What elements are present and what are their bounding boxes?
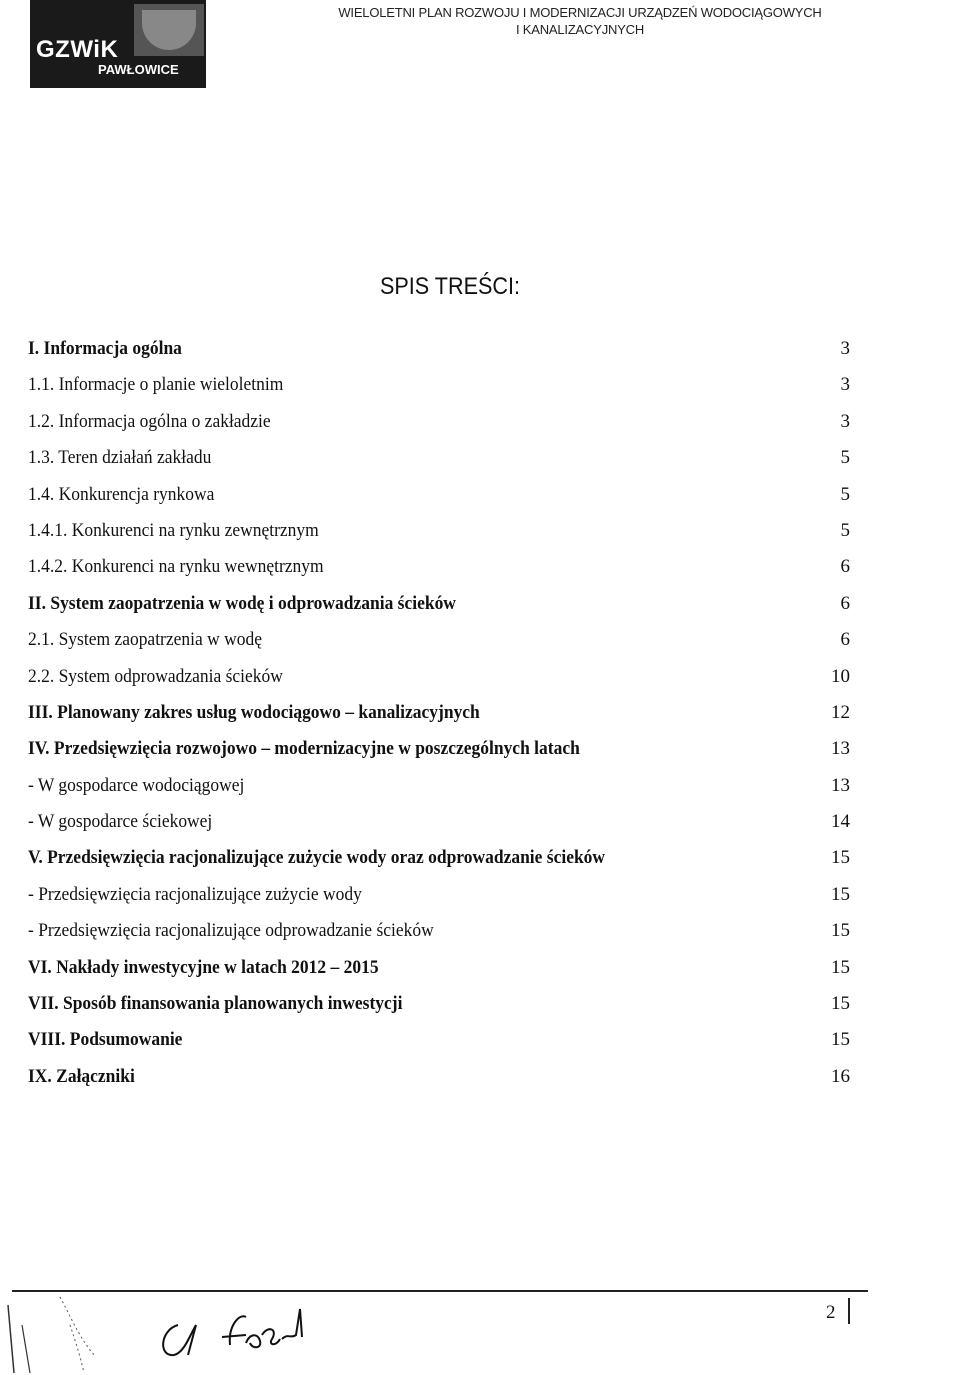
- toc-entry-label: VI. Nakłady inwestycyjne w latach 2012 – 2015: [28, 956, 379, 978]
- page-title: SPIS TREŚCI:: [379, 273, 521, 300]
- toc-entry-page: 15: [831, 993, 850, 1015]
- page-number-divider: [848, 1298, 850, 1324]
- toc-entry: [28, 957, 850, 993]
- toc-entry-label: VIII. Podsumowanie: [28, 1029, 183, 1051]
- toc-entry-page: 12: [831, 701, 850, 723]
- toc-entry-page: 5: [840, 483, 850, 505]
- toc-entry-page: 5: [840, 519, 850, 541]
- toc-entry: [28, 484, 850, 520]
- signature: [150, 1295, 340, 1365]
- toc-entry: [28, 811, 850, 847]
- company-logo: [30, 0, 206, 88]
- toc-entry-label: III. Planowany zakres usług wodociągowo – kanalizacyjnych: [28, 701, 480, 723]
- toc-entry-page: 16: [831, 1065, 850, 1087]
- table-of-contents: [28, 338, 850, 1102]
- toc-entry: [28, 411, 850, 447]
- toc-entry-label: IX. Załączniki: [28, 1065, 135, 1087]
- logo-city: PAWŁOWICE: [98, 62, 179, 77]
- footer-rule: [12, 1290, 868, 1292]
- toc-entry: [28, 1029, 850, 1065]
- toc-entry-page: 3: [840, 338, 850, 359]
- stamp-mark: [0, 1285, 110, 1375]
- toc-entry-page: 5: [840, 447, 850, 469]
- toc-entry-label: I. Informacja ogólna: [28, 338, 182, 359]
- toc-entry-page: 6: [840, 629, 850, 651]
- toc-entry: [28, 447, 850, 483]
- toc-entry: [28, 629, 850, 665]
- header-line-1: WIELOLETNI PLAN ROZWOJU I MODERNIZACJI URZĄDZEŃ WODOCIĄGOWYCH: [338, 5, 822, 20]
- toc-entry-label: 1.4. Konkurencja rynkowa: [28, 483, 215, 505]
- header-line-2: I KANALIZACYJNYCH: [515, 22, 645, 37]
- toc-entry-label: II. System zaopatrzenia w wodę i odprowadzania ścieków: [28, 592, 456, 614]
- toc-entry: [28, 920, 850, 956]
- toc-entry-label: 1.4.2. Konkurenci na rynku wewnętrznym: [28, 556, 324, 578]
- toc-entry-page: 6: [840, 556, 850, 578]
- toc-entry-page: 15: [831, 1029, 850, 1051]
- toc-entry-page: 3: [840, 374, 850, 396]
- toc-entry-label: 1.4.1. Konkurenci na rynku zewnętrznym: [28, 519, 319, 541]
- toc-entry-page: 15: [831, 883, 850, 905]
- document-header: [230, 4, 930, 38]
- crest-icon: [134, 4, 204, 56]
- toc-entry: [28, 847, 850, 883]
- toc-entry-page: 14: [831, 811, 850, 833]
- toc-entry-label: - W gospodarce ściekowej: [28, 811, 213, 833]
- toc-entry: [28, 884, 850, 920]
- toc-entry: [28, 520, 850, 556]
- toc-entry-label: 2.1. System zaopatrzenia w wodę: [28, 629, 262, 651]
- toc-entry-page: 15: [831, 956, 850, 978]
- toc-entry: [28, 374, 850, 410]
- toc-entry-page: 6: [840, 592, 850, 614]
- toc-entry-page: 3: [840, 410, 850, 432]
- toc-entry: [28, 775, 850, 811]
- toc-entry-page: 13: [831, 738, 850, 760]
- toc-entry-page: 10: [831, 665, 850, 687]
- toc-entry-label: - Przedsięwzięcia racjonalizujące zużycie wody: [28, 883, 362, 905]
- toc-entry-label: V. Przedsięwzięcia racjonalizujące zużycie wody oraz odprowadzanie ścieków: [28, 847, 606, 869]
- toc-entry-label: 1.3. Teren działań zakładu: [28, 447, 212, 469]
- toc-entry-page: 13: [831, 774, 850, 796]
- toc-entry-label: 1.2. Informacja ogólna o zakładzie: [28, 410, 271, 432]
- toc-entry: [28, 593, 850, 629]
- toc-entry: [28, 702, 850, 738]
- toc-entry-label: VII. Sposób finansowania planowanych inwestycji: [28, 993, 403, 1015]
- toc-entry: [28, 738, 850, 774]
- toc-entry-page: 15: [831, 847, 850, 869]
- toc-entry-label: 2.2. System odprowadzania ścieków: [28, 665, 283, 687]
- toc-entry: [28, 666, 850, 702]
- toc-entry-label: - W gospodarce wodociągowej: [28, 774, 245, 796]
- toc-entry-label: IV. Przedsięwzięcia rozwojowo – modernizacyjne w poszczególnych latach: [28, 738, 580, 760]
- toc-entry-label: 1.1. Informacje o planie wieloletnim: [28, 374, 284, 396]
- toc-entry: [28, 338, 850, 374]
- page-number: 2: [826, 1302, 836, 1323]
- toc-entry-label: - Przedsięwzięcia racjonalizujące odprowadzanie ścieków: [28, 920, 434, 942]
- toc-entry-page: 15: [831, 920, 850, 942]
- toc-entry: [28, 556, 850, 592]
- logo-name: GZWiK: [36, 36, 119, 63]
- toc-entry: [28, 1066, 850, 1102]
- toc-entry: [28, 993, 850, 1029]
